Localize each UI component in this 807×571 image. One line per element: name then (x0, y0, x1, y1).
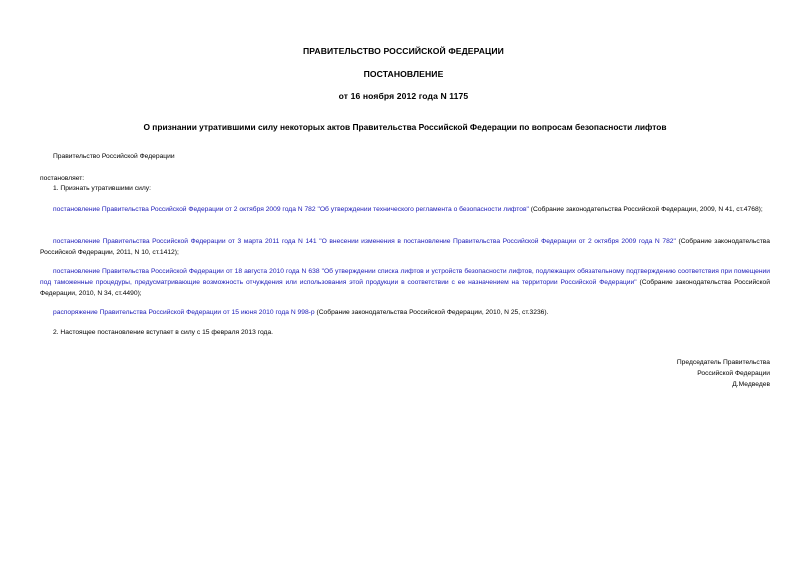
act-link-2[interactable]: постановление Правительства Российской Федерации от 3 марта 2011 года N 141 "О внесении изменения в постановление Правительства Российской Федерации от 2 октября 2009 года N 782" (53, 238, 676, 245)
act-source-3: (Собрание законодательства Российской Федерации, 2010, N 34, ст.4490); (40, 279, 770, 297)
item-1-text: 1. Признать утратившими силу: (53, 185, 151, 192)
act-source-1: (Собрание законодательства Российской Федерации, 2009, N 41, ст.4768); (528, 206, 763, 213)
signature-name: Д.Медведев (732, 381, 770, 388)
act-link-4[interactable]: распоряжение Правительства Российской Федерации от 15 июня 2010 года N 998-р (53, 309, 315, 316)
act-source-4: (Собрание законодательства Российской Федерации, 2010, N 25, ст.3236). (314, 309, 549, 316)
item-2-text: 2. Настоящее постановление вступает в силу с 15 февраля 2013 года. (53, 329, 274, 336)
act-entry-2 (40, 236, 770, 258)
act-source-2: (Собрание законодательства Российской Федерации, 2011, N 10, ст.1412); (40, 238, 770, 256)
act-entry-3 (40, 266, 770, 299)
intro-text: Правительство Российской Федерации (53, 153, 175, 160)
act-link-1[interactable]: постановление Правительства Российской Федерации от 2 октября 2009 года N 782 "Об утверждении технического регламента о безопасности лифтов" (53, 206, 529, 213)
act-entry-4 (40, 307, 770, 318)
signature-body: Российской Федерации (697, 370, 770, 377)
act-entry-1 (40, 204, 770, 215)
signature-block (560, 357, 770, 390)
doc-type-heading: ПОСТАНОВЛЕНИЕ (363, 69, 444, 79)
org-heading: ПРАВИТЕЛЬСТВО РОССИЙСКОЙ ФЕДЕРАЦИИ (303, 46, 504, 56)
decrees-text: постановляет: (40, 175, 85, 182)
signature-position: Председатель Правительства (676, 359, 770, 366)
document-title: О признании утратившими силу некоторых актов Правительства Российской Федерации по вопросам безопасности лифтов (143, 122, 667, 132)
date-number-heading: от 16 ноября 2012 года N 1175 (338, 91, 469, 101)
act-link-3[interactable]: постановление Правительства Российской Федерации от 18 августа 2010 года N 638 "Об утверждении списка лифтов и устройств безопасности лифтов, подлежащих обязательному подтверждению соответствия при помещении под таможенные процедуры, предусматривающие возможность отчуждения или использования этой продукции в соответствии с ее назначением на территории Российской Федерации" (40, 268, 770, 286)
